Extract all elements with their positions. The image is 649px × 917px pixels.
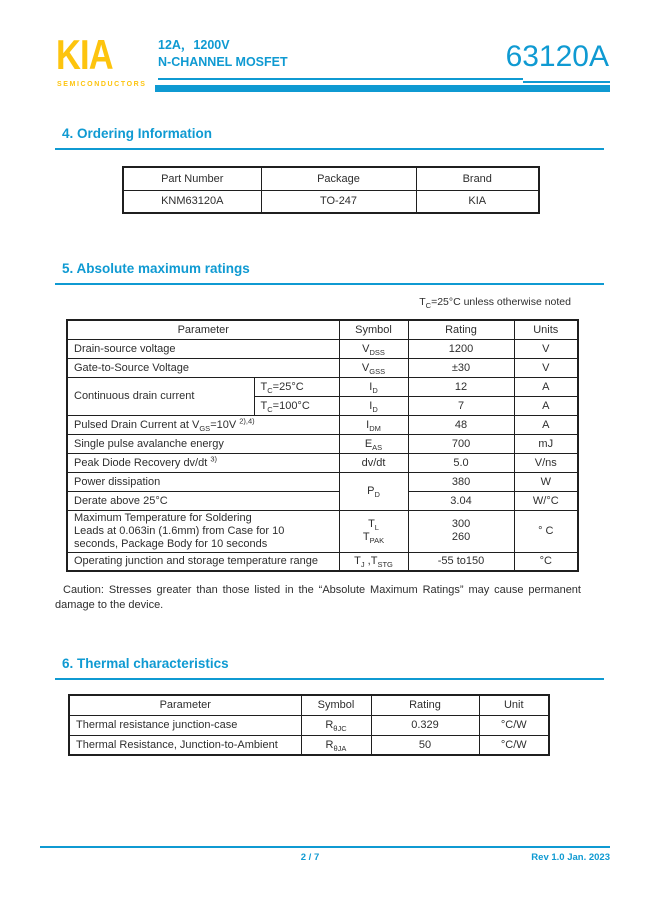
cell-rating-dvdt: 5.0 [408,453,514,472]
cell-param-rthjc: Thermal resistance junction-case [69,715,301,735]
cell-symbol-rthja: $R_{\theta JA}$ [301,735,371,755]
cell-unit-rthjc: °C/W [479,715,549,735]
section-rule-abs-max [55,283,604,285]
thermal-header-row [69,695,549,715]
header-rule-thin-right [523,81,610,83]
cell-unit-dvdt: V/ns [514,453,578,472]
cell-param-rthja: Thermal Resistance, Junction-to-Ambient [69,735,301,755]
cell-param-dvdt: Peak Diode Recovery dv/dt $^{3)}$ [67,453,339,472]
cell-symbol-dvdt: dv/dt [339,453,408,472]
cell-param-tj: Operating junction and storage temperature range [67,552,339,571]
row-peak-diode-recovery [67,453,578,472]
header-rule-thick [155,85,610,92]
test-condition-note: $T_C=25^\circ C$ unless otherwise noted [419,296,571,311]
cell-param-pd: Power dissipation [67,472,339,491]
kia-logo: KIA [56,31,113,78]
ordering-header-row [123,167,539,190]
cell-unit-rthja: °C/W [479,735,549,755]
cell-unit-eas: mJ [514,434,578,453]
cell-symbol-vdss: $V_{DSS}$ [339,339,408,358]
spec-line-device-type: N-CHANNEL MOSFET [158,55,288,69]
row-derate-above-25c [67,491,578,510]
cell-unit-soldering: ° C [514,510,578,552]
col-header-rating: Rating [408,320,514,339]
row-thermal-resistance-junction-ambient [69,735,549,755]
section-rule-ordering [55,148,604,150]
absolute-maximum-ratings-table [66,319,579,572]
cell-package: TO-247 [261,190,416,213]
cell-rating-eas: 700 [408,434,514,453]
cell-symbol-tj: $T_J$ $,T_{STG}$ [339,552,408,571]
cell-part-number: KNM63120A [123,190,261,213]
cell-param-soldering: Maximum Temperature for Soldering Leads at 0.063in (1.6mm) from Case for 10 seconds, Package Body for 10 seconds [67,510,339,552]
col-header-part-number: Part Number [123,167,261,190]
cell-unit-vgss: V [514,358,578,377]
kia-logo-subtext: SEMICONDUCTORS [57,81,147,88]
section-title-thermal: 6. Thermal characteristics [62,656,229,671]
col-header-parameter: Parameter [67,320,339,339]
cell-param-derate: Derate above 25°C [67,491,339,510]
cell-param-idm: Pulsed Drain Current at $V_{GS}=10V$ $^{2),4)}$ [67,415,339,434]
cell-rating-vgss: ±30 [408,358,514,377]
cell-unit-vdss: V [514,339,578,358]
page-number: 2 / 7 [300,852,320,863]
cell-brand: KIA [416,190,539,213]
thermal-characteristics-table [68,694,550,756]
row-single-pulse-avalanche-energy [67,434,578,453]
cell-symbol-vgss: $V_{GSS}$ [339,358,408,377]
cell-unit-tj: °C [514,552,578,571]
cell-rating-id100: 7 [408,396,514,415]
col-header-rating: Rating [371,695,479,715]
cell-rating-rthja: 50 [371,735,479,755]
cell-param-vdss: Drain-source voltage [67,339,339,358]
col-header-units: Units [514,320,578,339]
spec-line-current-voltage: 12A，1200V [158,38,230,52]
cell-param-vgss: Gate-to-Source Voltage [67,358,339,377]
caution-text: Caution: Stresses greater than those listed in the “Absolute Maximum Ratings” may cause permanent damage to the device. [55,584,581,611]
cell-symbol-id100: $I_D$ [339,396,408,415]
col-header-brand: Brand [416,167,539,190]
cell-condition-tc100: $T_C=100^\circ C$ [254,396,339,415]
cell-rating-rthjc: 0.329 [371,715,479,735]
cell-rating-id25: 12 [408,377,514,396]
row-pulsed-drain-current [67,415,578,434]
section-title-ordering: 4. Ordering Information [62,126,213,141]
cell-rating-pd: 380 [408,472,514,491]
cell-param-eas: Single pulse avalanche energy [67,434,339,453]
row-thermal-resistance-junction-case [69,715,549,735]
product-spec [158,37,288,71]
cell-condition-tc25: $T_C=25^\circ C$ [254,377,339,396]
cell-symbol-rthjc: $R_{\theta JC}$ [301,715,371,735]
cell-rating-soldering: 300 260 [408,510,514,552]
cell-rating-idm: 48 [408,415,514,434]
cell-rating-derate: 3.04 [408,491,514,510]
row-operating-junction-storage-temp [67,552,578,571]
row-gate-source-voltage [67,358,578,377]
row-power-dissipation [67,472,578,491]
col-header-unit: Unit [479,695,549,715]
cell-symbol-pd: $P_D$ [339,472,408,510]
absmax-header-row [67,320,578,339]
header-rule-thin-left [158,78,523,80]
revision-label: Rev 1.0 Jan. 2023 [531,852,610,863]
part-number-heading: 63120A [505,40,609,73]
cell-symbol-soldering: $T_L$ $T_{PAK}$ [339,510,408,552]
row-continuous-drain-current-25c [67,377,578,396]
col-header-parameter: Parameter [69,695,301,715]
col-header-symbol: Symbol [301,695,371,715]
cell-symbol-idm: $I_{DM}$ [339,415,408,434]
cell-unit-derate: W/°C [514,491,578,510]
cell-symbol-id25: $I_D$ [339,377,408,396]
cell-unit-pd: W [514,472,578,491]
row-max-soldering-temperature [67,510,578,552]
col-header-package: Package [261,167,416,190]
cell-unit-id25: A [514,377,578,396]
col-header-symbol: Symbol [339,320,408,339]
row-drain-source-voltage [67,339,578,358]
footer-rule [40,846,610,848]
section-rule-thermal [55,678,604,680]
ordering-data-row [123,190,539,213]
cell-unit-id100: A [514,396,578,415]
cell-param-continuous-drain-current: Continuous drain current [67,377,254,415]
cell-rating-tj: -55 to150 [408,552,514,571]
cell-rating-vdss: 1200 [408,339,514,358]
ordering-table [122,166,540,214]
cell-symbol-eas: $E_{AS}$ [339,434,408,453]
cell-unit-idm: A [514,415,578,434]
section-title-abs-max: 5. Absolute maximum ratings [62,261,250,276]
